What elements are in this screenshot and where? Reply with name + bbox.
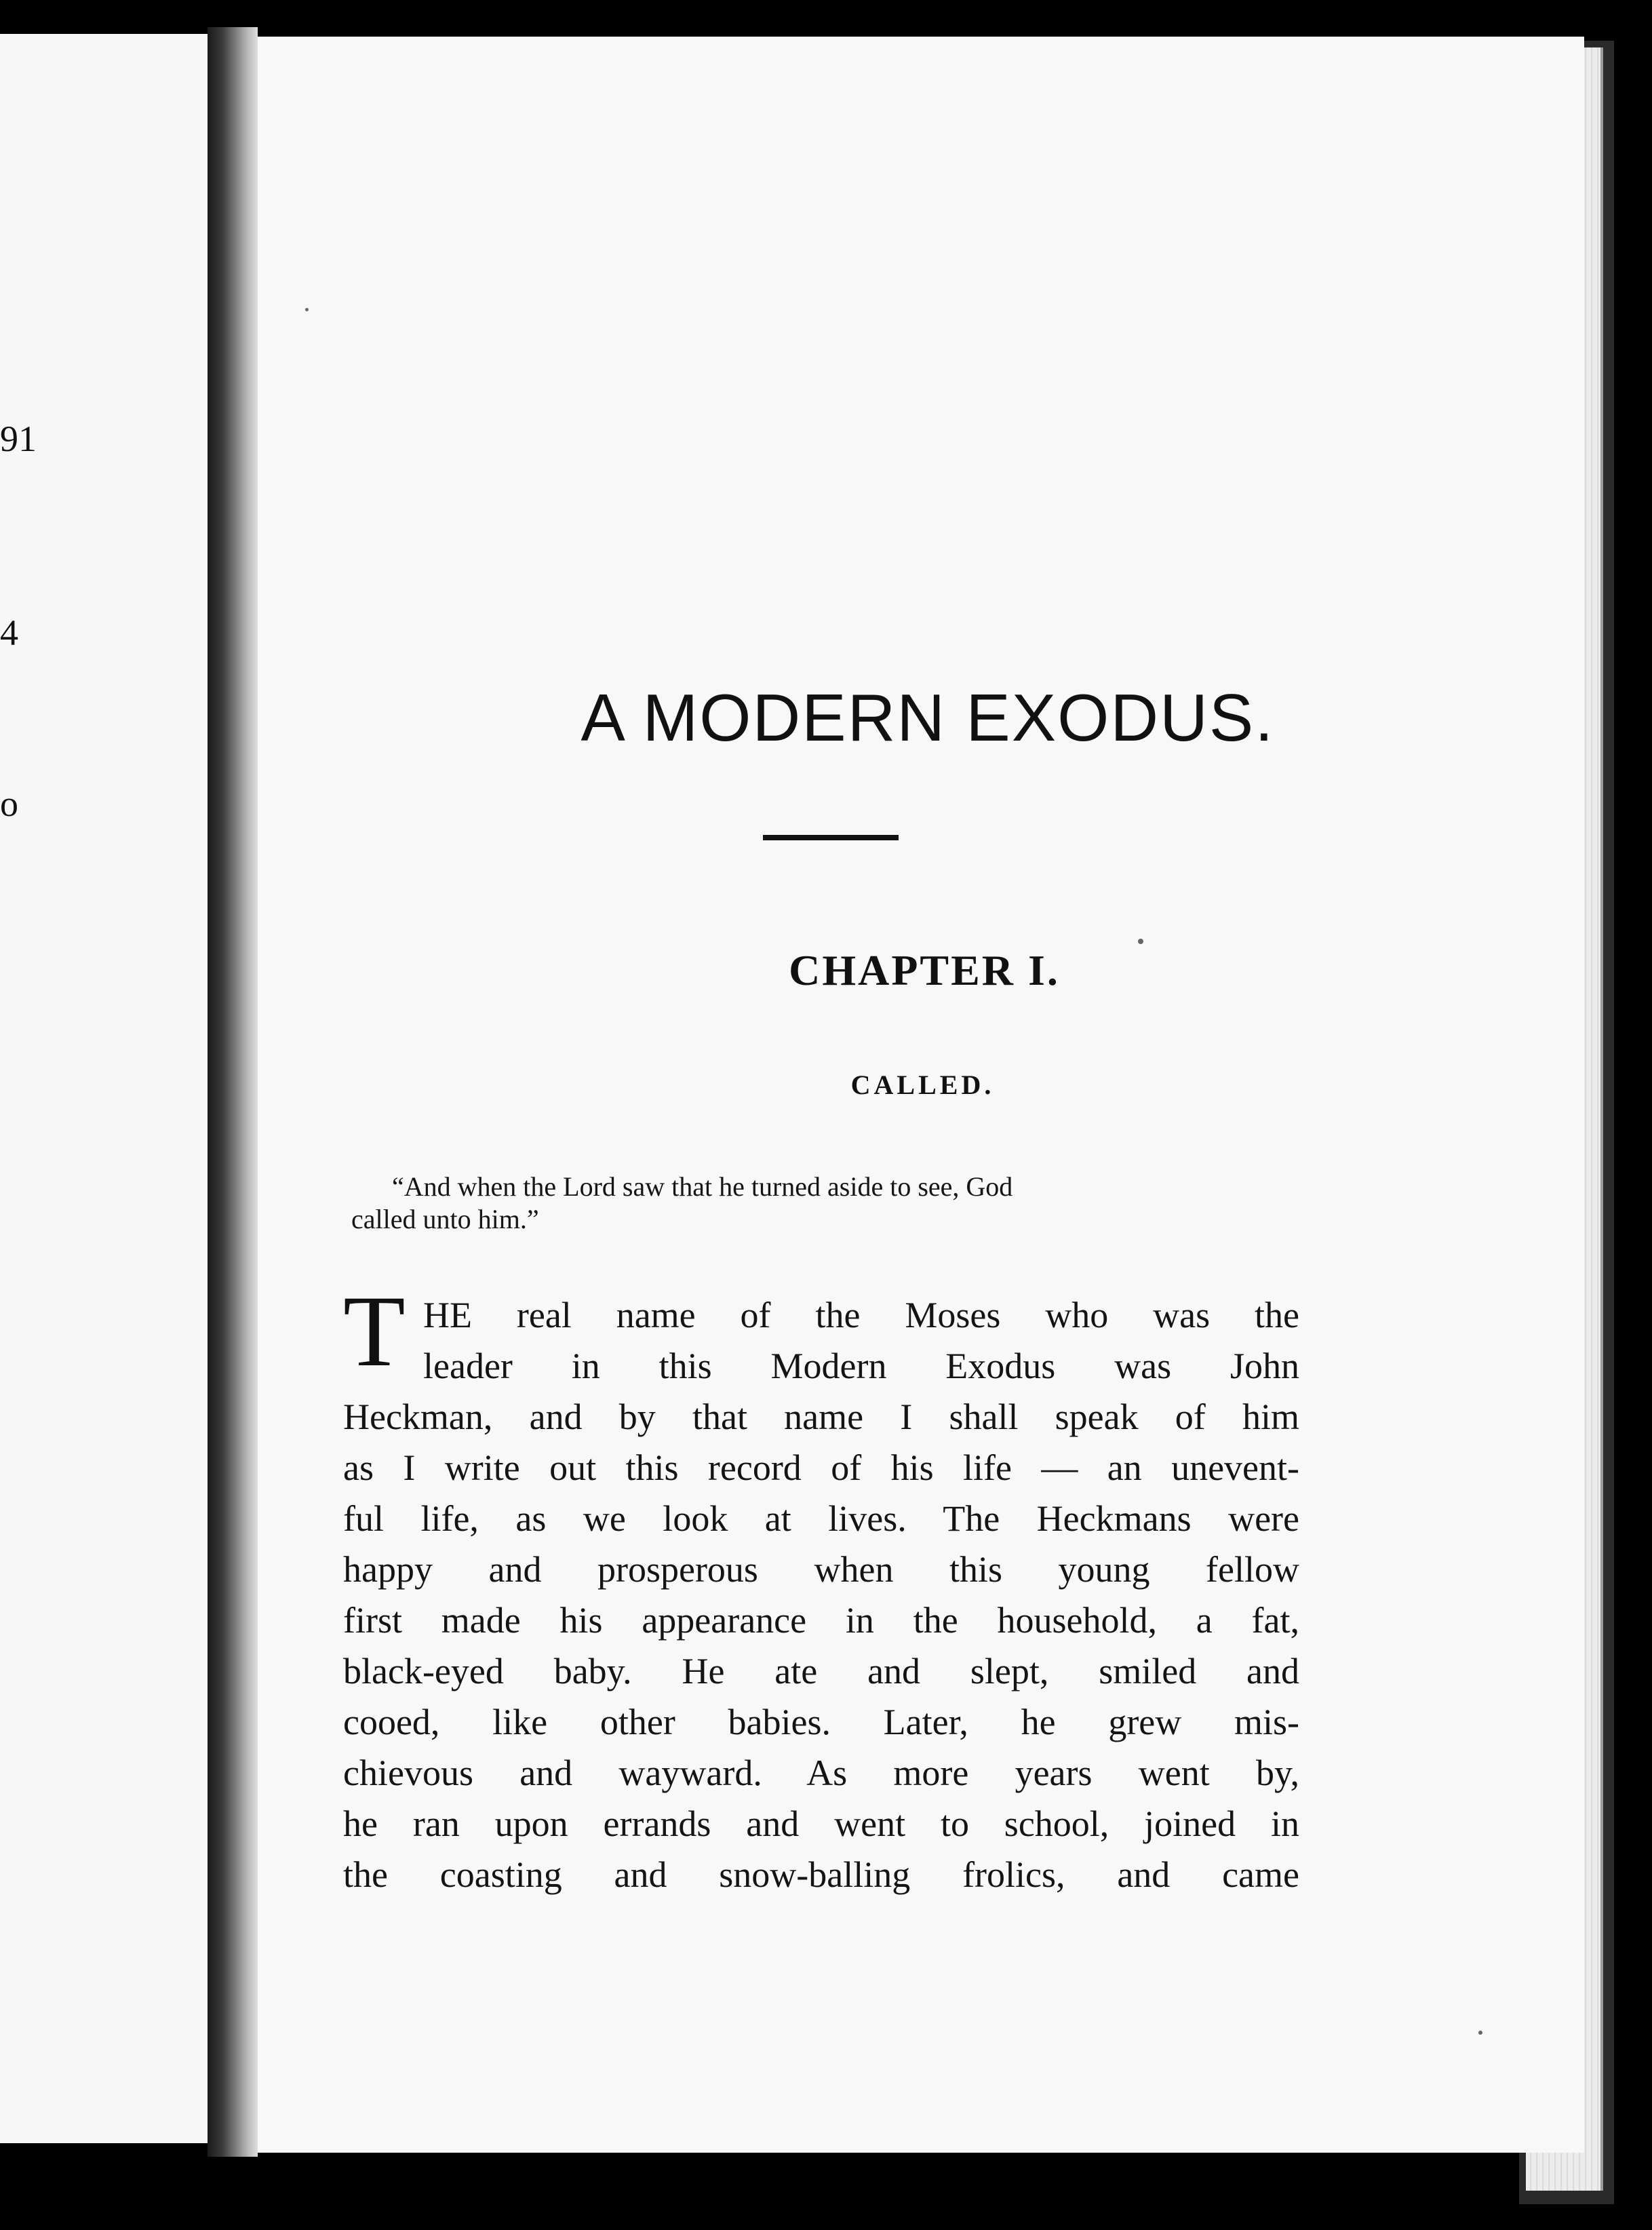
epigraph-line: “And when the Lord saw that he turned aside to see, God <box>392 1171 1013 1202</box>
text-line: the coasting and snow-balling frolics, and came <box>343 1854 1299 1895</box>
text-line: happy and prosperous when this young fellow <box>343 1549 1299 1590</box>
scan-speck <box>1478 2031 1482 2035</box>
book-page <box>258 37 1584 2153</box>
text-line: he ran upon errands and went to school, joined in <box>343 1803 1299 1844</box>
page-title: A MODERN EXODUS. <box>581 680 1275 755</box>
margin-number: o <box>0 783 18 824</box>
text-line: as I write out this record of his life — an unevent- <box>343 1447 1299 1488</box>
text-line: chievous and wayward. As more years went by, <box>343 1753 1299 1793</box>
left-facing-page <box>0 34 210 2143</box>
text-line: HE real name of the Moses who was the <box>423 1295 1299 1335</box>
binding-gutter <box>208 27 258 2157</box>
scan-speck <box>305 308 309 311</box>
margin-number: 4 <box>0 612 18 653</box>
text-line: Heckman, and by that name I shall speak of him <box>343 1396 1299 1437</box>
chapter-title: CALLED. <box>850 1070 995 1100</box>
text-line: black-eyed baby. He ate and slept, smiled and <box>343 1651 1299 1691</box>
scan-speck <box>1138 939 1143 944</box>
text-line: first made his appearance in the household, a fat, <box>343 1600 1299 1641</box>
margin-number: 91 <box>0 418 37 459</box>
epigraph <box>351 1171 1291 1236</box>
text-line: ful life, as we look at lives. The Heckmans were <box>343 1498 1299 1539</box>
chapter-heading: CHAPTER I. <box>789 946 1060 994</box>
body-paragraph <box>343 1275 1299 1900</box>
text-line: leader in this Modern Exodus was John <box>423 1346 1299 1386</box>
epigraph-line: called unto him.” <box>351 1204 539 1234</box>
drop-cap: T <box>343 1275 406 1388</box>
text-line: cooed, like other babies. Later, he grew mis- <box>343 1702 1299 1742</box>
title-rule <box>763 835 899 840</box>
